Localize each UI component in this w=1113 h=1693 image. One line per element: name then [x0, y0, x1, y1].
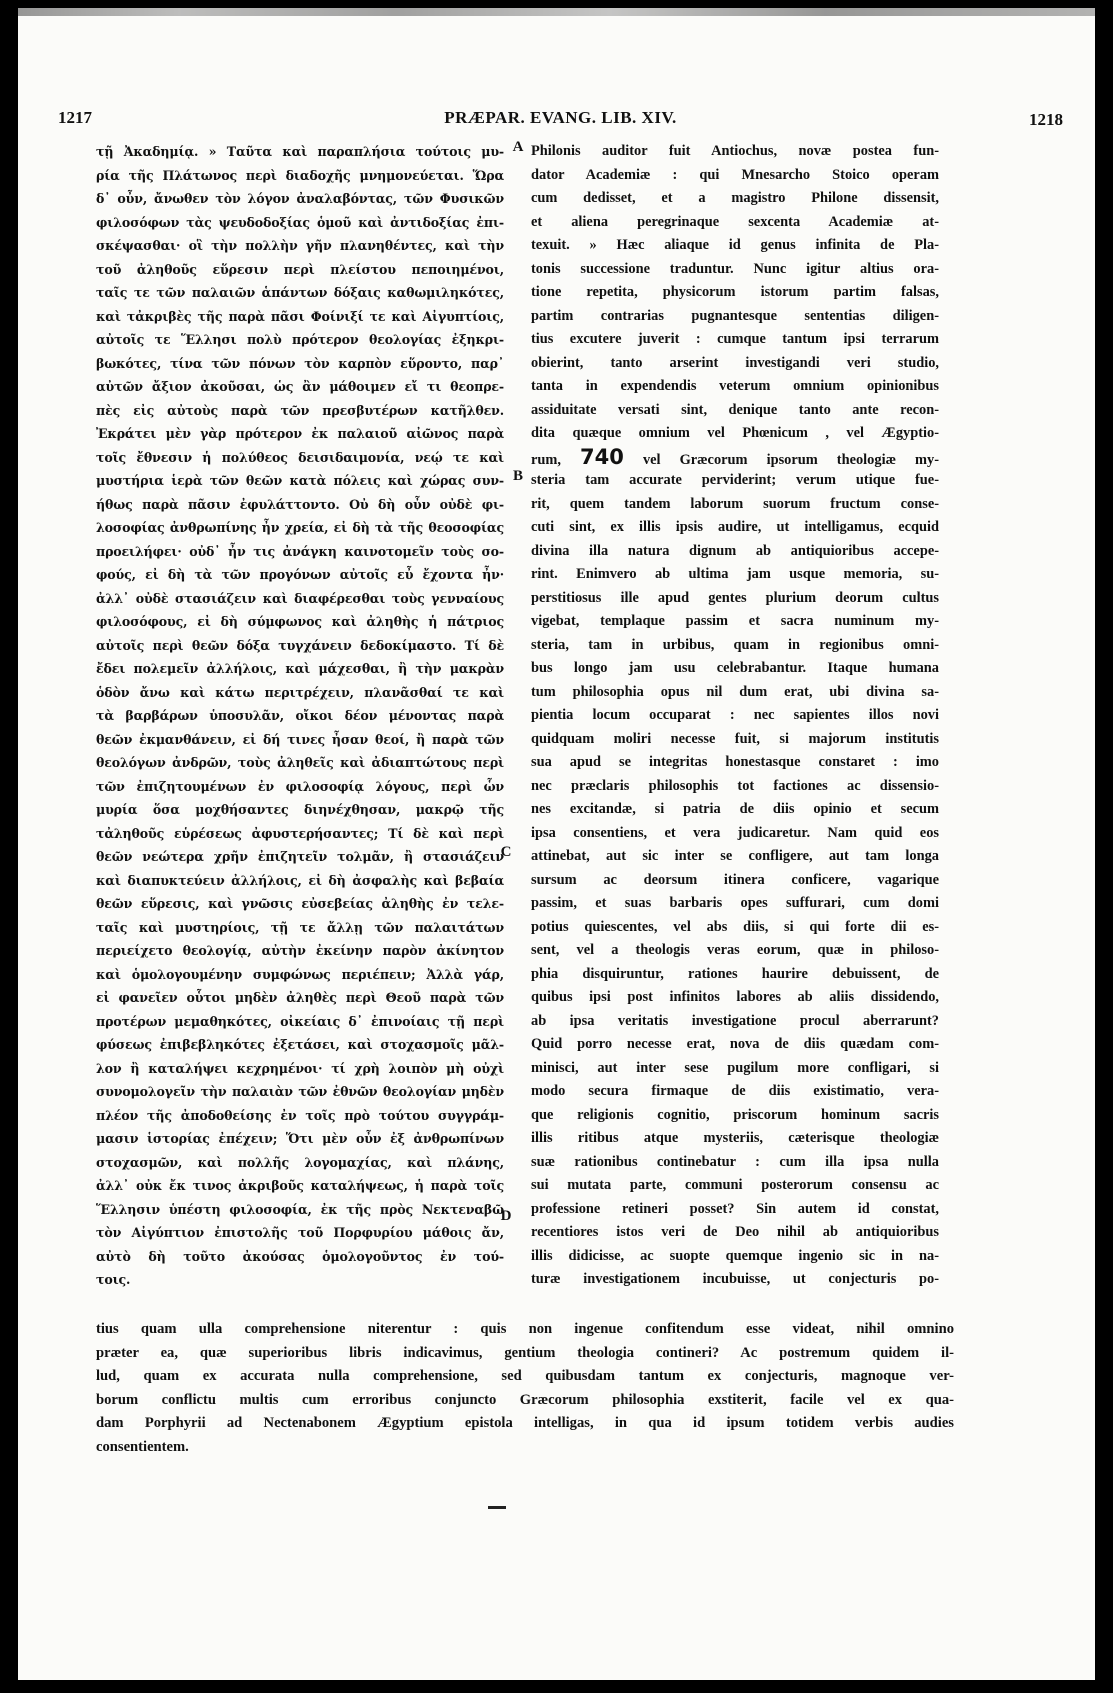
margin-marker-c: C [500, 844, 512, 860]
greek-text-line: προτέρων μεμαθηκότες, οἰκείαις δ᾽ ἐπινοίαις τῇ περὶ [96, 1013, 504, 1029]
greek-text-line: ρία τῆς Πλάτωνος περὶ διαδοχῆς μνημονεύεται. Ὥρα [96, 167, 504, 183]
greek-text-line: καὶ τἀκριβὲς τῆς παρὰ πᾶσι Φοίνιξί τε καὶ Αἰγυπτίοις, [96, 308, 504, 324]
greek-text-line: στοχασμῶν, καὶ πολλῆς λογομαχίας, καὶ πλάνης, [96, 1154, 504, 1170]
greek-text-line: τῇ Ἀκαδημίᾳ. » Ταῦτα καὶ παραπλήσια τούτοις μυ- [96, 144, 504, 159]
greek-text-line: ἔδει πολεμεῖν ἀλλήλοις, καὶ μάχεσθαι, ἢ τὴν μακρὰν [96, 661, 504, 676]
margin-marker-b: B [512, 468, 523, 484]
latin-text-line: obierint, tanto arserint investigandi veri studio, [531, 354, 939, 371]
page-top-edge [18, 8, 1095, 16]
latin-text-line: steria, tam in urbibus, quam in regionibus omni- [531, 636, 939, 653]
greek-text-line: συνομολογεῖν τὴν παλαιὰν τῶν ἐθνῶν θεολογίαν μηδὲν [96, 1084, 504, 1099]
greek-text-line: ταῖς καὶ μυστηρίοις, τῇ τε ἄλλῃ τῶν παλαιτάτων [96, 919, 504, 935]
greek-text-line: μυρία ὅσα μοχθήσαντες διηνέχθησαν, μακρῷ τῆς [96, 802, 504, 817]
greek-text-line: θεολόγων ἀνδρῶν, τοὺς ἀληθεῖς καὶ ἀδιαπτώτους περὶ [96, 755, 504, 770]
greek-text-line: καὶ διαπυκτεύειν ἀλλήλοις, εἰ δὴ ἀσφαλὴς καὶ βεβαία [96, 872, 504, 888]
greek-text-line: φούς, εἰ δὴ τὰ τῶν προγόνων αὐτοῖς εὖ ἔχοντα ἦν· [96, 567, 504, 582]
greek-text-line: περιείχετο θεολογίᾳ, αὐτὴν ἐκείνην παρὸν ἀκίνητον [96, 943, 504, 958]
latin-text-line: nes excitandæ, si patria de diis opinio et secum [531, 801, 939, 817]
latin-text-line: tanta in expendendis veterum omnium opinionibus [531, 378, 939, 394]
latin-text-line: modo secura firmaque de diis existimatio, vera- [531, 1083, 939, 1099]
latin-text-line: suæ rationibus continebatur : cum illa ipsa nulla [531, 1153, 939, 1170]
latin-text-line: rit, quem tandem laborum suorum fructum conse- [531, 495, 939, 512]
greek-text-line: μασιν ἱστορίας ἐπέχειν; Ὅτι μὲν οὖν ἐξ ἀνθρωπίνων [96, 1131, 504, 1146]
latin-text-line: perstitiosus ille apud gentes plurium deorum cultus [531, 589, 939, 606]
greek-text-line: τοις. [96, 1272, 131, 1287]
latin-text-line: texuit. » Hæc aliaque id genus infinita de Pla- [531, 237, 939, 253]
greek-text-line: τῶν ἐπιζητουμένων ἐν φιλοσοφίᾳ λόγους, περὶ ὧν [96, 778, 504, 794]
latin-text-line: sui mutata parte, communi posterorum consensu ac [531, 1177, 939, 1193]
latin-text-line: dita quæque omnium vel Phœnicum , vel Ægyptio- [531, 425, 939, 441]
latin-text-line: cum dedisset, et a magistro Philone dissensit, [531, 190, 939, 206]
greek-text-line: καὶ ὁμολογουμένην συμφώνως περιέπειν; Ἀλλὰ γάρ, [96, 966, 504, 982]
latin-text-line [531, 446, 939, 470]
full-width-text-line: consentientem. [96, 1438, 189, 1455]
latin-text-line: sent, vel a theologis veras eorum, quæ in philoso- [531, 942, 939, 958]
greek-text-line: λον ἢ καταλήψει κεχρημένοι· τί χρὴ λοιπὸν μὴ οὐχὶ [96, 1060, 504, 1076]
latin-column [531, 140, 939, 1292]
margin-marker-d: D [500, 1208, 512, 1224]
latin-text-line: passim, et suas barbaris opes suffurari, cum domi [531, 895, 939, 911]
latin-text-line: tum philosophia opus nil dum erat, ubi divina sa- [531, 683, 939, 700]
latin-text-line: tonis successione traduntur. Nunc igitur altius ora- [531, 260, 939, 277]
greek-text-line: φιλοσόφων τὰς ψευδοδοξίας ὁμοῦ καὶ ἀντιδοξίας ἐπι- [96, 214, 504, 230]
greek-text-line: ἀλλ᾽ οὐδὲ στασιάζειν καὶ διαφέρεσθαι τοὺς γενναίους [96, 590, 504, 606]
latin-text-line: quibus ipsi post infinitos labores ab aliis dissidendo, [531, 989, 939, 1005]
latin-text-line: illis didicisse, ac suopte quemque ingenio sic in na- [531, 1247, 939, 1264]
greek-text-line: εἰ φανεῖεν οὗτοι μηδὲν ἀληθὲς περὶ Θεοῦ παρὰ τῶν [96, 990, 504, 1005]
full-width-text-line: lud, quam ex accurata nulla comprehensione, sed quibusdam tantum ex conjecturis, magnoque ver- [96, 1368, 954, 1384]
greek-text-line: θεῶν ἐκμανθάνειν, εἰ δή τινες ἦσαν θεοί, ἢ παρὰ τῶν [96, 731, 504, 747]
latin-text-line: que religionis cognitio, priscorum hominum sacris [531, 1106, 939, 1123]
latin-line-start: rum, [531, 451, 561, 468]
latin-text-line: tione repetita, physicorum istorum partim falsas, [531, 284, 939, 300]
latin-text-line: assiduitate versati sint, denique tanto ante recon- [531, 401, 939, 418]
greek-text-line: αὐτὸ δὴ τοῦτο ἀκούσας ὁμολογοῦντος ἐν τού- [96, 1248, 504, 1264]
greek-text-line: τοῖς ἔθνεσιν ἡ πολύθεος δεισιδαιμονία, νεῴ τε καὶ [96, 449, 504, 465]
latin-text-line: ipsa consentiens, et vera judicaretur. Nam quid eos [531, 824, 939, 841]
running-title: PRÆPAR. EVANG. LIB. XIV. [444, 108, 677, 127]
greek-text-line: τὸν Αἰγύπτιον ἐπιστολῆς τοῦ Πορφυρίου μάθοις ἄν, [96, 1225, 504, 1240]
latin-text-line: dator Academiæ : qui Mnesarcho Stoico operam [531, 166, 939, 183]
page-number-right: 1218 [1029, 110, 1063, 129]
greek-text-line: Ἕλλησιν ὑπέστη φιλοσοφία, ἐκ τῆς πρὸς Νεκτεναβῶ [96, 1201, 504, 1217]
latin-text-line: sua apud se integritas honestasque constaret : imo [531, 754, 939, 770]
latin-text-line: vigebat, templaque passim et sacra numinum my- [531, 613, 939, 629]
latin-text-line: sursum ac deorsum itinera conficere, vagarique [531, 871, 939, 888]
latin-text-line: rint. Enimvero ab ultima jam usque memoria, su- [531, 566, 939, 582]
latin-text-line: partim contrarias pugnantesque sententias diligen- [531, 307, 939, 324]
greek-text-line: ἀλλ᾽ οὐκ ἔκ τινος ἀκριβοῦς καταλήψεως, ἡ παρὰ τοῖς [96, 1178, 504, 1193]
latin-text-line: tius excutere juverit : cumque tantum ipsi terrarum [531, 331, 939, 347]
greek-text-line: Ἐκράτει μὲν γὰρ πρότερον ἐκ παλαιοῦ αἰῶνος παρὰ [96, 426, 504, 441]
full-width-text-line: dam Porphyrii ad Nectenabonem Ægyptium epistola intelligas, in qua id ipsum totidem verbis audies [96, 1415, 954, 1431]
latin-text-line: bus longo jam usu celebrabantur. Itaque humana [531, 660, 939, 676]
greek-text-line: ὁδὸν ἄνω καὶ κάτω περιτρέχειν, πλανᾶσθαί τε καὶ [96, 684, 504, 700]
greek-text-line: τὰ βαρβάρων ὑποσυλᾶν, οἴκοι δέον μένοντας παρὰ [96, 708, 504, 723]
greek-text-line: αὐτῶν ἄξιον ἀκοῦσαι, ὡς ἂν μάθοιμεν εἴ τι θεοπρε- [96, 379, 504, 394]
greek-text-line: αὐτοῖς περὶ θεῶν δόξα τυγχάνειν δεδοκίμαστο. Τί δὲ [96, 637, 504, 653]
full-width-text-line: borum conflictu multis cum erroribus conjuncto Græcorum philosophia exstiterit, facile vel ex qua- [96, 1391, 954, 1408]
latin-text-line: recentiores istos veri de Deo nihil ab antiquioribus [531, 1224, 939, 1240]
greek-text-line: ήθως παρὰ πᾶσιν ἐφυλάττοντο. Οὐ δὴ οὖν οὐδὲ φι- [96, 496, 504, 512]
greek-text-line: ταῖς τε τῶν παλαιῶν ἁπάντων δόξαις καθωμιληκότες, [96, 285, 504, 300]
full-width-text-line: præter ea, quæ superioribus libris indicavimus, gentium theologia contineri? Ac postremum quidem il- [96, 1344, 954, 1361]
greek-text-line: προειλήφει· οὐδ᾽ ἦν τις ἀνάγκη καινοτομεῖν τοὺς σο- [96, 543, 504, 559]
greek-text-line: τοῦ ἀληθοῦς εὕρεσιν περὶ πλείστου πεποιημένοι, [96, 261, 504, 277]
greek-text-line: φύσεως ἐπιβεβληκότες ἐξετάσει, καὶ στοχασμοῖς μᾶλ- [96, 1037, 504, 1052]
latin-text-line: cuti sint, ex illis ipsis audire, ut intelligamus, ecquid [531, 519, 939, 535]
latin-text-line: phia disquiruntur, rationes haurire debuissent, de [531, 965, 939, 982]
latin-text-line: professione retineri posset? Sin autem id constat, [531, 1200, 939, 1217]
greek-text-line: αὐτοῖς τε Ἕλλησι πολὺ πρότερον θεολογίας ἐξηκρι- [96, 332, 504, 347]
latin-text-line: minisci, aut inter sese pugilum more confligari, si [531, 1059, 939, 1076]
inline-page-number: 740 [580, 445, 624, 469]
greek-text-line: τἀληθοῦς εὑρέσεως ἀφυστερήσαντες; Τί δὲ καὶ περὶ [96, 825, 504, 841]
page-number-left: 1217 [58, 108, 92, 127]
greek-text-line: σκέψασθαι· οἳ τὴν πολλὴν γῆν πλανηθέντες, καὶ τὴν [96, 238, 504, 253]
greek-text-line: πλέον τῆς ἀποδοθείσης ἐν τοῖς πρὸ τούτου συγγράμ- [96, 1107, 504, 1123]
latin-text-line: quidquam moliri necesse fuit, si majorum institutis [531, 730, 939, 747]
latin-text-line: potius quiescentes, vel abs diis, si qui forte dii es- [531, 918, 939, 935]
greek-text-line: θεῶν εὕρεσις, καὶ γνῶσις εὐσεβείας ἀληθὴς ἐν τελε- [96, 896, 504, 911]
latin-text-line: divina illa natura dignum ab antiquioribus accepe- [531, 542, 939, 559]
greek-text-line: θεῶν νεώτερα χρῆν ἐπιζητεῖν τολμᾶν, ἢ στασιάζειν [96, 849, 504, 864]
latin-text-line: Quid porro necesse erat, nova de diis quædam com- [531, 1036, 939, 1052]
latin-text-line: ab ipsa veritatis investigatione procul aberrarunt? [531, 1012, 939, 1029]
latin-text-line: nec præclaris philosophis tot factiones ac dissensio- [531, 777, 939, 794]
closing-dash [488, 1506, 506, 1509]
latin-text-line: Philonis auditor fuit Antiochus, novæ postea fun- [531, 143, 939, 159]
latin-text-line: illis ritibus atque mysteriis, cæterisque theologiæ [531, 1130, 939, 1146]
greek-text-line: πὲς εἰς αὐτοὺς παρὰ τῶν πρεσβυτέρων κατῆλθεν. [96, 402, 504, 418]
greek-text-line: μυστήρια ἱερὰ τῶν θεῶν κατὰ πόλεις καὶ χώρας συν- [96, 473, 504, 488]
running-header [58, 108, 1063, 134]
latin-text-line: pientia locum occuparat : nec sapientes illos novi [531, 707, 939, 723]
greek-text-line: βωκότες, τίνα τῶν πόνων τὸν καρπὸν εὕροντο, παρ᾽ [96, 355, 504, 371]
latin-line-end: vel Græcorum ipsorum theologiæ my- [642, 451, 939, 468]
greek-text-line: δ᾽ οὖν, ἄνωθεν τὸν λόγον ἀναλαβόντας, τῶν Φυσικῶν [96, 191, 504, 206]
latin-text-line: steria tam accurate perviderint; verum utique fue- [531, 472, 939, 488]
margin-marker-a: A [512, 139, 524, 155]
latin-text-line: turæ investigationem incubuisse, ut conjecturis po- [531, 1271, 939, 1287]
book-page [18, 8, 1095, 1680]
full-width-text [96, 1318, 954, 1459]
latin-text-line: attinebat, aut sic inter se confligere, aut tam longa [531, 848, 939, 864]
latin-text-line: et aliena peregrinaque sexcenta Academiæ at- [531, 213, 939, 230]
greek-column [96, 140, 504, 1292]
full-width-text-line: tius quam ulla comprehensione niterentur : quis non ingenue confitendum esse videat, nihil omnino [96, 1321, 954, 1337]
greek-text-line: λοσοφίας ἀνθρωπίνης ἦν χρεία, εἰ δὴ τὰ τῆς θεοσοφίας [96, 520, 504, 535]
greek-text-line: φιλοσόφους, εἰ δὴ σύμφωνος καὶ ἀληθὴς ἡ πάτριος [96, 614, 504, 629]
